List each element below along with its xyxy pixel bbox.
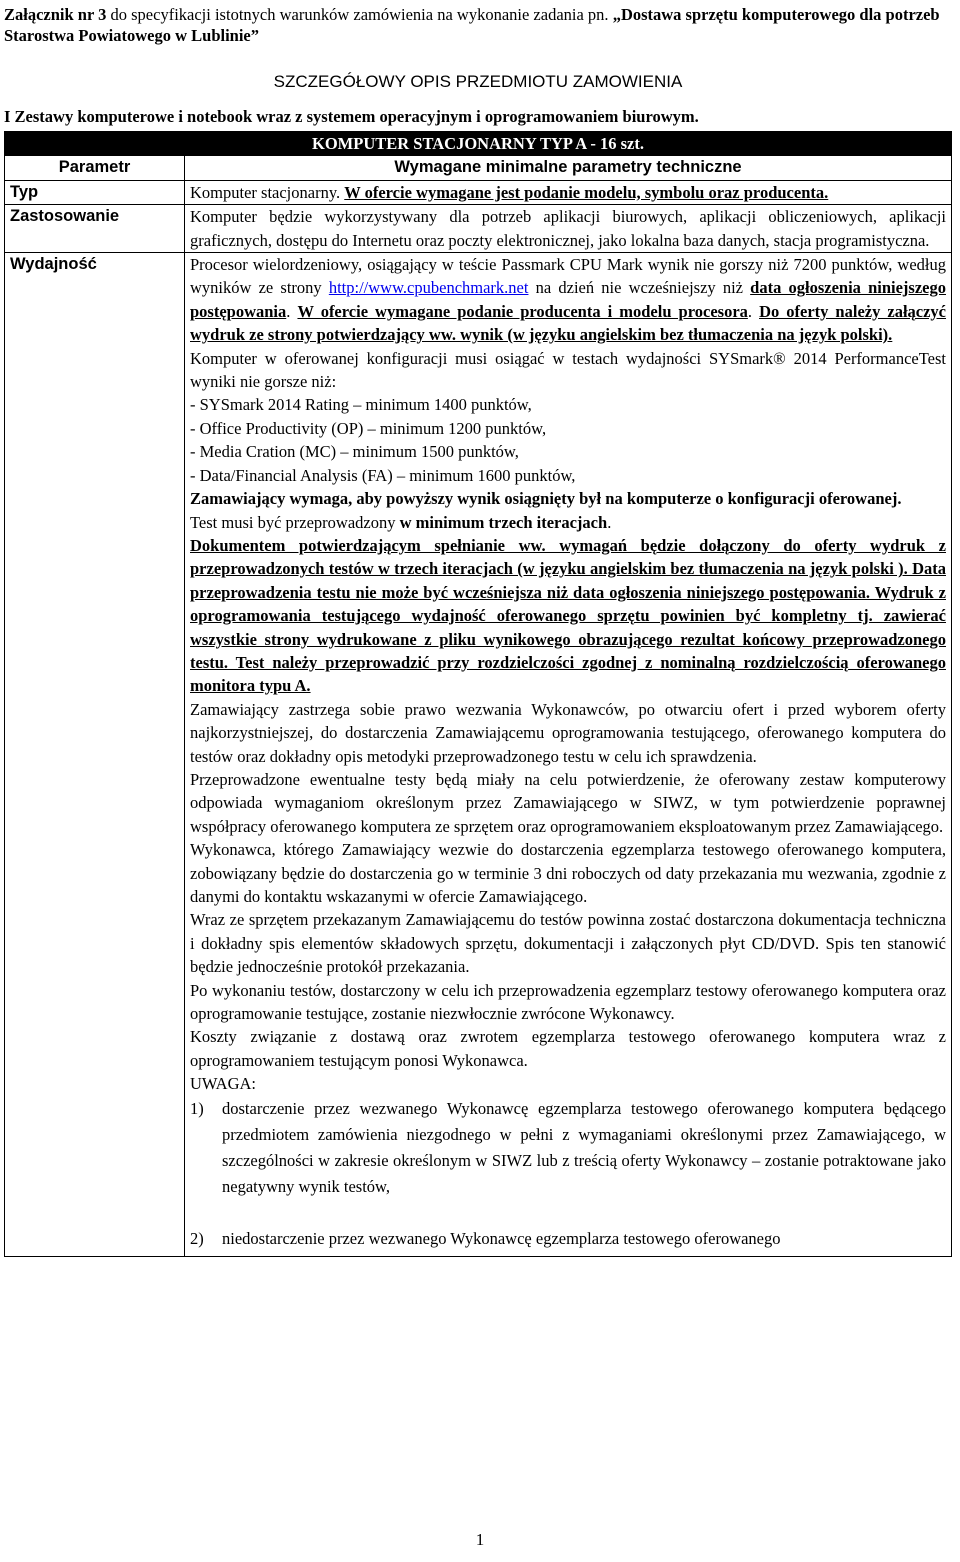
- section-title: I Zestawy komputerowe i notebook wraz z systemem operacyjnym i oprogramowaniem biurowym.: [4, 107, 699, 126]
- list-item: [190, 1226, 946, 1252]
- attachment-description: do specyfikacji istotnych warunków zamówienia na wykonanie zadania pn.: [106, 5, 613, 24]
- param-value-wydajnosc: [185, 253, 952, 1257]
- list-item: [190, 1096, 946, 1200]
- test-document-requirement: Dokumentem potwierdzającym spełnianie ww. wymagań będzie dołączony do oferty wydruk z przeprowadzonych testów w trzech iteracjach (w języku angielskim bez tłumaczenia na język polski ). Data przeprowadzenia testu nie może być wcześniejsza niż data ogłoszenia niniejszego postępowania. Wydruk z oprogramowania testującego wydajność oferowanego sprzętu powinien być kompletny tj. zawierać wszystkie strony wydrukowane z pliku wynikowego obrazującego rezultat końcowy przeprowadzonego testu. Test należy przeprowadzić przy rozdzielczości zgodnej z nominalną rozdzielczością oferowanego monitora typu A.: [190, 535, 946, 696]
- printout-requirement: Do oferty należy załączyć wydruk ze strony potwierdzający ww. wynik (w języku angielskim bez tłumaczenia na język polski).: [190, 301, 947, 345]
- separator: .: [607, 512, 612, 532]
- separator: .: [747, 301, 760, 321]
- spec-table: [4, 131, 952, 1257]
- cpu-text-2: na dzień nie wcześniejszy niż: [528, 278, 751, 298]
- iterations-text: Test musi być przeprowadzony: [190, 512, 400, 532]
- attachment-number: Załącznik nr 3: [4, 5, 107, 24]
- column-header-requirements: Wymagane minimalne parametry techniczne: [185, 156, 952, 180]
- sysmark-intro: Komputer w oferowanej konfiguracji musi osiągać w testach wydajności SYSmark® 2014 PerformanceTest wyniki nie gorsze niż:: [190, 348, 946, 392]
- sysmark-item: - Media Cration (MC) – minimum 1500 punktów,: [190, 442, 519, 462]
- paragraph: Wykonawca, którego Zamawiający wezwie do dostarczenia egzemplarza testowego oferowanego komputera, zobowiązany będzie do dostarczenia go w terminie 3 dni roboczych od daty przekazania mu wezwania, zgodnie z danymi do kontaktu wskazanymi w ofercie Zamawiającego.: [190, 840, 946, 906]
- column-header-row: [5, 156, 952, 180]
- param-value-zastosowanie: Komputer będzie wykorzystywany dla potrzeb aplikacji biurowych, aplikacji obliczeniowych, aplikacji graficznych, dostępu do Internetu oraz poczty elektronicznej, jako lokalna baza danych, stacja programistyczna.: [185, 205, 952, 253]
- attachment-header: [4, 0, 952, 46]
- typ-text: Komputer stacjonarny.: [190, 182, 345, 202]
- uwaga-label: UWAGA:: [190, 1074, 256, 1094]
- iterations-requirement: [190, 511, 946, 534]
- sysmark-item: - Data/Financial Analysis (FA) – minimum 1600 punktów,: [190, 465, 576, 485]
- cpu-model-requirement: W ofercie wymagane podanie producenta i modelu procesora: [297, 301, 748, 321]
- table-row: [5, 180, 952, 204]
- list-item-number: 2): [190, 1228, 204, 1248]
- paragraph: Koszty związanie z dostawą oraz zwrotem egzemplarza testowego oferowanego komputera wraz z oprogramowaniem testującym ponosi Wykonawca.: [190, 1027, 946, 1070]
- list-item-text: niedostarczenie przez wezwanego Wykonawcę egzemplarza testowego oferowanego: [222, 1228, 781, 1248]
- page-number: 1: [475, 1530, 485, 1549]
- config-requirement: Zamawiający wymaga, aby powyższy wynik osiągnięty był na komputerze o konfiguracji oferowanej.: [190, 489, 902, 509]
- list-item-text: dostarczenie przez wezwanego Wykonawcę egzemplarza testowego oferowanego komputera będącego przedmiotem zamówienia niezgodnego w pełni z wymaganiami określonymi przez Zamawiającego, w szczególności w zakresie określonym w SIWZ lub z treścią oferty Wykonawcy – zostanie potraktowane jako negatywny wynik testów,: [222, 1098, 946, 1196]
- table-row: [5, 205, 952, 253]
- cpu-requirement: [190, 253, 946, 347]
- sysmark-item: - Office Productivity (OP) – minimum 1200 punktów,: [190, 418, 547, 438]
- param-label-zastosowanie: Zastosowanie: [5, 205, 185, 253]
- param-label-typ: Typ: [5, 180, 185, 204]
- separator: .: [286, 301, 298, 321]
- table-row: [5, 253, 952, 1257]
- document-title: SZCZEGÓŁOWY OPIS PRZEDMIOTU ZAMOWIENIA: [273, 72, 683, 91]
- uwaga-list: [190, 1096, 946, 1252]
- paragraph: Po wykonaniu testów, dostarczony w celu ich przeprowadzenia egzemplarz testowy oferowanego komputera oraz oprogramowanie testujące, zostanie niezwłocznie zwrócone Wykonawcy.: [190, 980, 946, 1024]
- column-header-param: Parametr: [5, 156, 185, 180]
- paragraph: Wraz ze sprzętem przekazanym Zamawiającemu do testów powinna zostać dostarczona dokumentacja techniczna i dokładny spis elementów składowych sprzętu, dokumentacji i załączonych płyt CD/DVD. Spis ten stanowić będzie jednocześnie protokół przekazania.: [190, 910, 946, 977]
- table-banner: KOMPUTER STACJONARNY TYP A - 16 szt.: [5, 132, 952, 156]
- param-label-wydajnosc: Wydajność: [5, 253, 185, 1257]
- paragraph: Przeprowadzone ewentualne testy będą miały na celu potwierdzenie, że oferowany zestaw komputerowy odpowiada wymaganiom określonym przez Zamawiającego w SIWZ, w tym potwierdzenie poprawnej współpracy oferowanego komputera ze sprzętem oraz oprogramowaniem eksploatowanym przez Zamawiającego.: [190, 769, 946, 836]
- table-banner-row: [5, 132, 952, 156]
- typ-requirement: W ofercie wymagane jest podanie modelu, symbolu oraz producenta.: [344, 182, 829, 202]
- list-item-number: 1): [190, 1098, 204, 1118]
- iterations-count: w minimum trzech iteracjach: [399, 512, 608, 532]
- sysmark-item: - SYSmark 2014 Rating – minimum 1400 punktów,: [190, 395, 532, 415]
- document-page: [4, 0, 952, 1257]
- paragraph: Zamawiający zastrzega sobie prawo wezwania Wykonawców, po otwarciu ofert i przed wyborem oferty najkorzystniejszej, do dostarczenia Zamawiającemu oprogramowania testującego, oferowanego komputera do testów oraz dokładny opis metodyki przeprowadzonego testu w celu ich sprawdzenia.: [190, 699, 946, 766]
- announcement-date: data ogłoszenia niniejszego postępowania: [190, 278, 946, 321]
- param-value-typ: [185, 180, 952, 204]
- tender-name: „Dostawa sprzętu komputerowego dla potrzeb Starostwa Powiatowego w Lublinie”: [4, 5, 940, 45]
- cpu-text: Procesor wielordzeniowy, osiągający w teście Passmark CPU Mark wynik nie gorszy niż 7200 punktów, według wyników ze strony: [190, 255, 946, 298]
- cpubenchmark-link[interactable]: http://www.cpubenchmark.net: [328, 278, 529, 298]
